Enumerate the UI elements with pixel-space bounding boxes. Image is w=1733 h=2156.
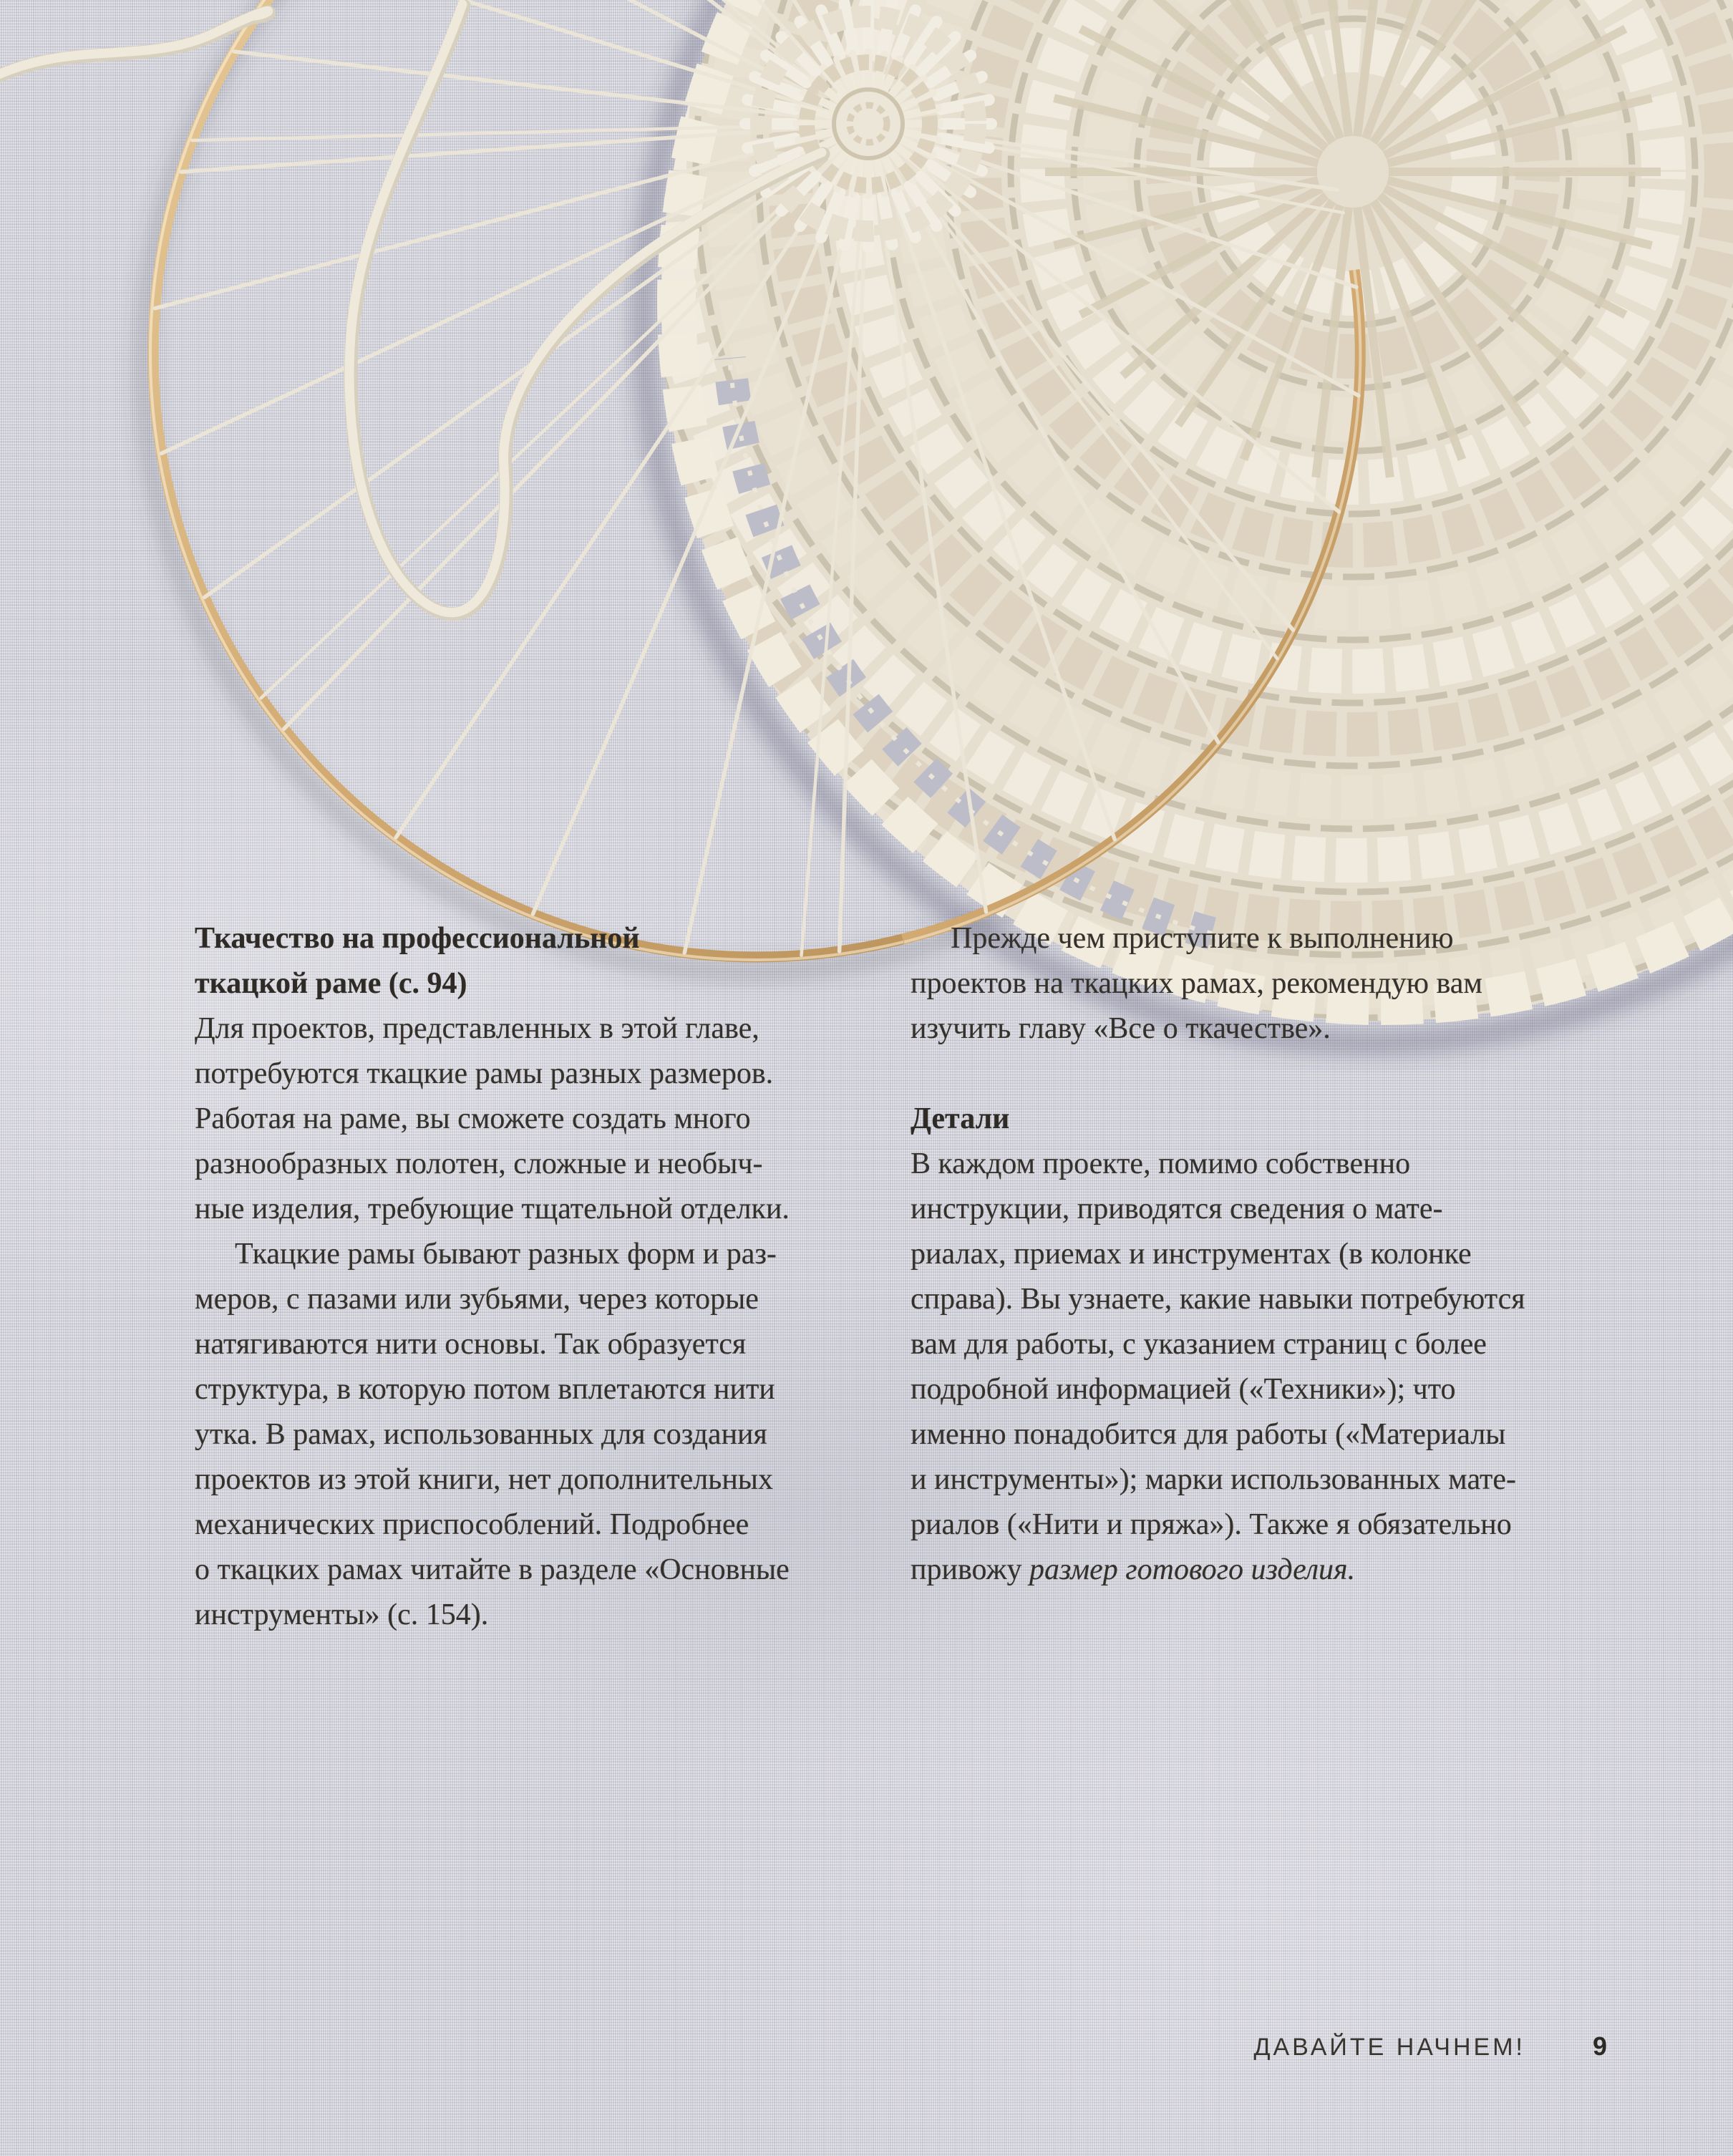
blank-line (911, 1052, 1525, 1097)
text-line: изучить главу «Все о ткачестве». (911, 1012, 1331, 1045)
left-heading-line-2: ткацкой раме (с. 94) (195, 967, 467, 1000)
text-line: разнообразных полотен, сложные и необыч- (195, 1147, 763, 1180)
text-line: подробной информацией («Техники»); что (911, 1373, 1456, 1406)
text-line: В каждом проекте, помимо собственно (911, 1147, 1411, 1180)
text-line: структура, в которую потом вплетаются нити (195, 1373, 775, 1406)
text-line: натягиваются нити основы. Так образуется (195, 1328, 747, 1361)
left-heading-line-1: Ткачество на профессиональной (195, 922, 640, 955)
text-line: справа). Вы узнаете, какие навыки потребуются (911, 1283, 1525, 1316)
text-line: потребуются ткацкие рамы разных размеров. (195, 1057, 774, 1090)
text-line: Ткацкие рамы бывают разных форм и раз- (235, 1238, 777, 1271)
page-number: 9 (1592, 2031, 1607, 2061)
text-line: проектов на ткацких рамах, рекомендую вам (911, 967, 1482, 1000)
weaving-hoops-photo (0, 0, 1733, 1074)
text-line: о ткацких рамах читайте в разделе «Основные (195, 1553, 790, 1586)
text-run: привожу (911, 1553, 1029, 1586)
page-footer (1253, 2031, 1607, 2062)
left-column (195, 916, 790, 1638)
text-line: риалов («Нити и пряжа»). Также я обязательно (911, 1508, 1512, 1541)
text-line: инструменты» (с. 154). (195, 1598, 489, 1631)
italic-text-run: размер готового изделия. (1029, 1553, 1356, 1586)
woven-hub (745, 1, 991, 247)
text-line: ные изделия, требующие тщательной отделки. (195, 1193, 790, 1225)
text-line-with-italic (911, 1548, 1525, 1593)
text-line: инструкции, приводятся сведения о мате- (911, 1193, 1443, 1225)
text-line: утка. В рамах, использованных для создания (195, 1418, 767, 1451)
right-column (911, 916, 1525, 1593)
text-line: вам для работы, с указанием страниц с более (911, 1328, 1487, 1361)
text-line: именно понадобится для работы («Материалы (911, 1418, 1506, 1451)
text-line: меров, с пазами или зубьями, через которые (195, 1283, 759, 1316)
text-line: риалах, приемах и инструментах (в колонке (911, 1238, 1472, 1271)
details-heading: Детали (911, 1102, 1010, 1135)
text-line: механических приспособлений. Подробнее (195, 1508, 749, 1541)
running-head: ДАВАЙТЕ НАЧНЕМ! (1253, 2034, 1525, 2061)
text-line: и инструменты»); марки использованных мате- (911, 1463, 1516, 1496)
text-line: проектов из этой книги, нет дополнительных (195, 1463, 774, 1496)
woven-disc (381, 0, 1733, 1074)
text-line: Прежде чем приступите к выполнению (951, 922, 1454, 955)
text-line: Для проектов, представленных в этой главе, (195, 1012, 759, 1045)
text-line: Работая на раме, вы сможете создать много (195, 1102, 751, 1135)
